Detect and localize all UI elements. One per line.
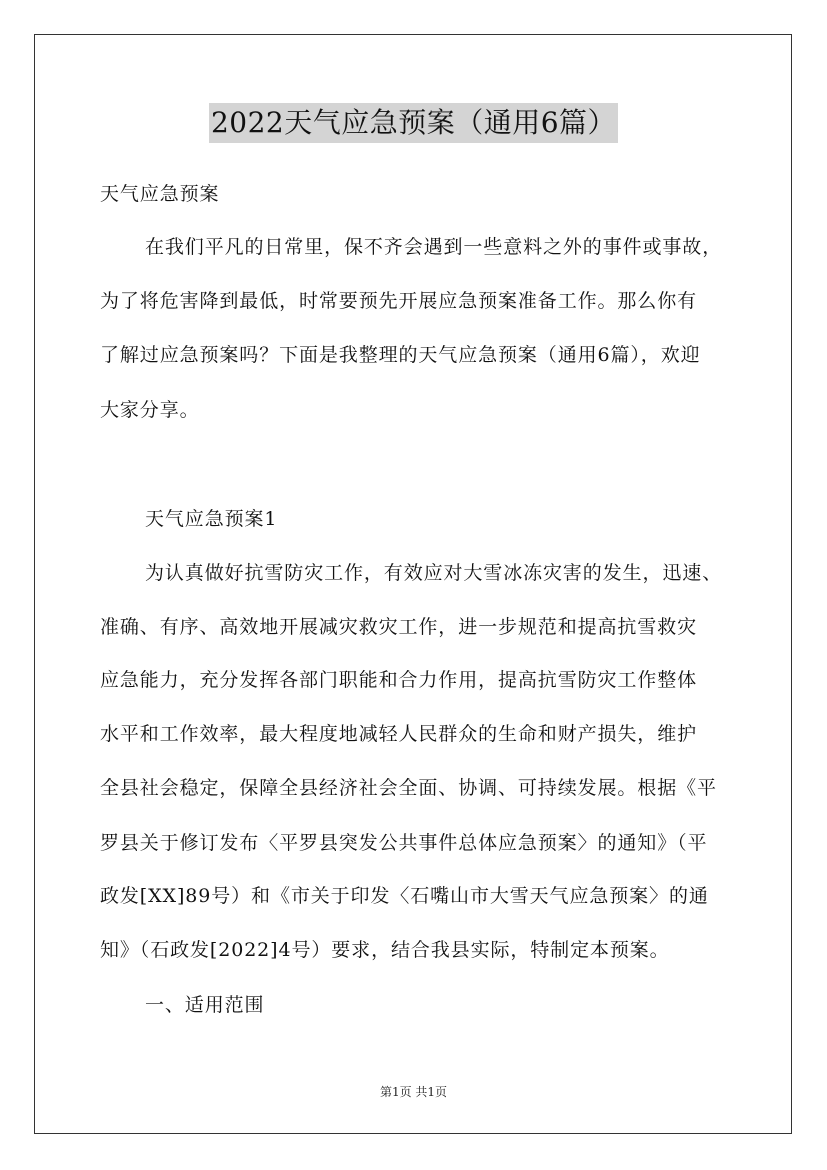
intro-line: 为了将危害降到最低，时常要预先开展应急预案准备工作。那么你有 <box>100 290 698 312</box>
document-title: 2022天气应急预案（通用6篇） <box>209 103 618 143</box>
body-line: 知》（石政发[2022]4号）要求，结合我县实际，特制定本预案。 <box>100 939 670 961</box>
intro-line: 在我们平凡的日常里，保不齐会遇到一些意料之外的事件或事故， <box>145 236 723 258</box>
page-number-footer: 第1页 共1页 <box>379 1085 448 1099</box>
body-line: 准确、有序、高效地开展减灾救灾工作，进一步规范和提高抗雪救灾 <box>100 616 698 638</box>
body-line: 水平和工作效率，最大程度地减轻人民群众的生命和财产损失，维护 <box>100 723 698 745</box>
subsection-heading: 一、适用范围 <box>145 994 265 1016</box>
body-line: 应急能力，充分发挥各部门职能和合力作用，提高抗雪防灾工作整体 <box>100 669 698 691</box>
section-heading: 天气应急预案1 <box>145 508 278 530</box>
body-line: 罗县关于修订发布〈平罗县突发公共事件总体应急预案〉的通知》（平 <box>100 832 708 854</box>
body-line: 为认真做好抗雪防灾工作，有效应对大雪冰冻灾害的发生，迅速、 <box>145 562 723 584</box>
intro-line: 大家分享。 <box>100 399 200 421</box>
body-line: 全县社会稳定，保障全县经济社会全面、协调、可持续发展。根据《平 <box>100 777 717 799</box>
body-line: 政发[XX]89号）和《市关于印发〈石嘴山市大雪天气应急预案〉的通 <box>100 885 709 907</box>
title-container <box>0 103 827 143</box>
intro-line: 了解过应急预案吗？下面是我整理的天气应急预案（通用6篇），欢迎 <box>100 344 701 366</box>
document-subtitle: 天气应急预案 <box>100 183 220 205</box>
